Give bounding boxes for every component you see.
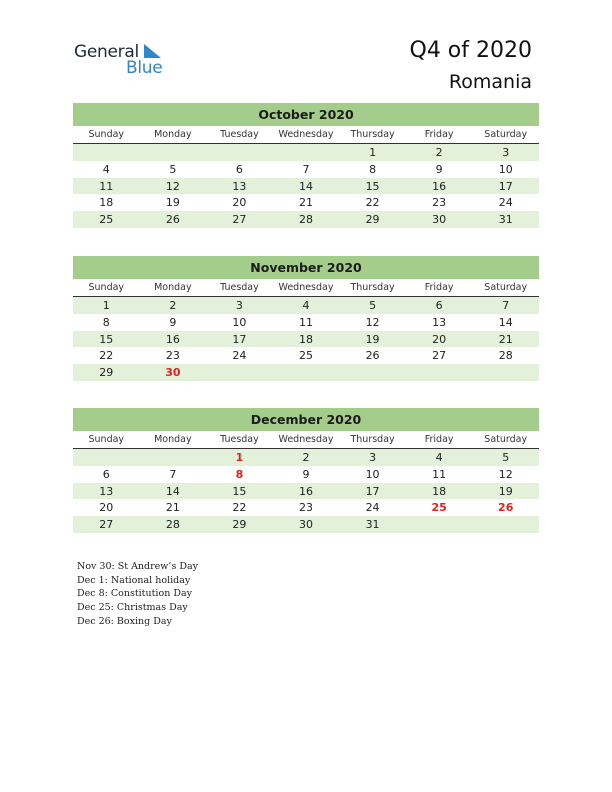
page-title: Q4 of 2020 bbox=[409, 38, 532, 63]
day-name: Tuesday bbox=[220, 434, 259, 445]
date-cell: 28 bbox=[498, 349, 513, 363]
week-row bbox=[73, 178, 539, 195]
date-cell: 6 bbox=[235, 162, 243, 176]
date-cell: 2 bbox=[169, 299, 177, 312]
date-cell: 5 bbox=[369, 299, 377, 312]
day-name-row bbox=[73, 126, 539, 144]
date-cell: 3 bbox=[235, 299, 243, 312]
date-cell: 10 bbox=[498, 162, 513, 176]
date-cell: 26 bbox=[365, 349, 380, 363]
date-cell: 28 bbox=[298, 213, 313, 227]
date-cell: 11 bbox=[432, 467, 447, 481]
day-name: Saturday bbox=[484, 434, 528, 445]
date-cell: 13 bbox=[232, 179, 247, 193]
date-cell: 13 bbox=[99, 484, 114, 498]
logo-general-text: General bbox=[74, 42, 139, 62]
date-cell: 20 bbox=[99, 501, 114, 515]
date-cell: 2 bbox=[435, 146, 443, 159]
date-cell: 3 bbox=[369, 451, 377, 464]
month-title: November 2020 bbox=[73, 256, 539, 279]
date-cell: 16 bbox=[298, 484, 313, 498]
date-cell: 10 bbox=[232, 315, 247, 329]
date-cell: 30 bbox=[298, 518, 313, 532]
date-cell: 12 bbox=[165, 179, 180, 193]
date-cell: 27 bbox=[99, 518, 114, 532]
date-cell: 26 bbox=[165, 213, 180, 227]
date-cell: 15 bbox=[232, 484, 247, 498]
date-cell bbox=[273, 364, 340, 381]
day-name: Thursday bbox=[350, 129, 395, 140]
date-cell: 22 bbox=[99, 349, 114, 363]
date-cell: 14 bbox=[498, 315, 513, 329]
day-name: Sunday bbox=[88, 434, 125, 445]
month-october bbox=[73, 103, 539, 228]
day-name: Wednesday bbox=[278, 434, 334, 445]
week-row bbox=[73, 211, 539, 228]
date-cell: 1 bbox=[369, 146, 377, 159]
date-cell: 28 bbox=[165, 518, 180, 532]
week-row bbox=[73, 449, 539, 466]
week-row bbox=[73, 466, 539, 483]
day-name: Monday bbox=[154, 129, 192, 140]
date-cell bbox=[140, 144, 207, 161]
date-cell: 23 bbox=[298, 501, 313, 515]
holiday-note: Dec 1: National holiday bbox=[77, 574, 191, 586]
date-cell: 7 bbox=[502, 299, 510, 312]
day-name: Saturday bbox=[484, 282, 528, 293]
date-cell: 27 bbox=[432, 349, 447, 363]
day-name: Friday bbox=[424, 282, 454, 293]
date-cell: 19 bbox=[498, 484, 513, 498]
day-name: Sunday bbox=[88, 282, 125, 293]
day-name: Monday bbox=[154, 434, 192, 445]
date-cell: 16 bbox=[165, 332, 180, 346]
day-name: Wednesday bbox=[278, 129, 334, 140]
date-cell: 15 bbox=[99, 332, 114, 346]
date-cell: 30 bbox=[432, 213, 447, 227]
date-cell: 16 bbox=[432, 179, 447, 193]
holiday-note: Dec 26: Boxing Day bbox=[77, 615, 172, 627]
date-cell: 15 bbox=[365, 179, 380, 193]
date-cell bbox=[339, 364, 406, 381]
date-cell: 22 bbox=[232, 501, 247, 515]
date-cell: 25 bbox=[99, 213, 114, 227]
date-cell: 1 bbox=[102, 299, 110, 312]
date-cell: 2 bbox=[302, 451, 310, 464]
day-name: Saturday bbox=[484, 129, 528, 140]
date-cell: 18 bbox=[298, 332, 313, 346]
date-cell bbox=[206, 144, 273, 161]
day-name: Monday bbox=[154, 282, 192, 293]
holiday-date-cell: 8 bbox=[235, 467, 244, 481]
date-cell: 21 bbox=[165, 501, 180, 515]
day-name: Wednesday bbox=[278, 282, 334, 293]
date-cell: 17 bbox=[232, 332, 247, 346]
holiday-date-cell: 1 bbox=[235, 451, 244, 464]
day-name: Thursday bbox=[350, 282, 395, 293]
date-cell bbox=[406, 516, 473, 533]
date-cell: 8 bbox=[369, 162, 377, 176]
date-cell: 29 bbox=[232, 518, 247, 532]
date-cell bbox=[472, 364, 539, 381]
date-cell: 21 bbox=[498, 332, 513, 346]
week-row bbox=[73, 314, 539, 331]
week-row bbox=[73, 364, 539, 381]
date-cell: 24 bbox=[232, 349, 247, 363]
date-cell: 20 bbox=[232, 196, 247, 210]
month-title: December 2020 bbox=[73, 408, 539, 431]
date-cell bbox=[472, 516, 539, 533]
day-name-row bbox=[73, 431, 539, 449]
date-cell bbox=[406, 364, 473, 381]
day-name: Thursday bbox=[350, 434, 395, 445]
date-cell: 6 bbox=[102, 467, 110, 481]
week-row bbox=[73, 194, 539, 211]
week-row bbox=[73, 144, 539, 161]
date-cell: 11 bbox=[99, 179, 114, 193]
holiday-note: Nov 30: St Andrew’s Day bbox=[77, 561, 198, 572]
date-cell bbox=[73, 144, 140, 161]
date-cell: 12 bbox=[498, 467, 513, 481]
date-cell: 9 bbox=[435, 162, 443, 176]
date-cell: 22 bbox=[365, 196, 380, 210]
day-name: Tuesday bbox=[220, 129, 259, 140]
date-cell: 10 bbox=[365, 467, 380, 481]
day-name: Sunday bbox=[88, 129, 125, 140]
date-cell: 12 bbox=[365, 315, 380, 329]
month-title: October 2020 bbox=[73, 103, 539, 126]
date-cell: 19 bbox=[365, 332, 380, 346]
date-cell: 18 bbox=[432, 484, 447, 498]
holiday-note: Dec 8: Constitution Day bbox=[77, 588, 192, 600]
date-cell: 20 bbox=[432, 332, 447, 346]
date-cell: 5 bbox=[169, 162, 177, 176]
country-name: Romania bbox=[448, 71, 532, 93]
date-cell bbox=[73, 449, 140, 466]
date-cell: 4 bbox=[435, 451, 443, 464]
date-cell: 29 bbox=[365, 213, 380, 227]
holiday-date-cell: 26 bbox=[498, 501, 514, 515]
week-row bbox=[73, 499, 539, 516]
date-cell: 13 bbox=[432, 315, 447, 329]
date-cell: 17 bbox=[365, 484, 380, 498]
date-cell: 25 bbox=[298, 349, 313, 363]
date-cell: 5 bbox=[502, 451, 510, 464]
brand-logo bbox=[74, 40, 174, 80]
date-cell: 3 bbox=[502, 146, 510, 159]
date-cell: 27 bbox=[232, 213, 247, 227]
date-cell: 19 bbox=[165, 196, 180, 210]
date-cell: 23 bbox=[432, 196, 447, 210]
holiday-note: Dec 25: Christmas Day bbox=[77, 602, 188, 614]
week-row bbox=[73, 331, 539, 348]
day-name: Friday bbox=[424, 129, 454, 140]
date-cell: 29 bbox=[99, 366, 114, 380]
week-row bbox=[73, 516, 539, 533]
date-cell: 11 bbox=[298, 315, 313, 329]
date-cell: 31 bbox=[365, 518, 380, 532]
date-cell: 9 bbox=[302, 467, 310, 481]
date-cell: 24 bbox=[498, 196, 513, 210]
date-cell: 17 bbox=[498, 179, 513, 193]
month-december bbox=[73, 408, 539, 533]
date-cell bbox=[273, 144, 340, 161]
date-cell: 4 bbox=[102, 162, 110, 176]
day-name-row bbox=[73, 279, 539, 297]
week-row bbox=[73, 347, 539, 364]
holiday-date-cell: 25 bbox=[431, 501, 447, 515]
date-cell: 24 bbox=[365, 501, 380, 515]
day-name: Tuesday bbox=[220, 282, 259, 293]
date-cell: 8 bbox=[102, 315, 110, 329]
date-cell: 31 bbox=[498, 213, 513, 227]
date-cell: 14 bbox=[298, 179, 313, 193]
date-cell: 7 bbox=[169, 467, 177, 481]
date-cell bbox=[206, 364, 273, 381]
logo-blue-text: Blue bbox=[126, 58, 163, 78]
month-november bbox=[73, 256, 539, 381]
date-cell: 7 bbox=[302, 162, 310, 176]
week-row bbox=[73, 161, 539, 178]
date-cell: 14 bbox=[165, 484, 180, 498]
logo-triangle-icon bbox=[144, 44, 162, 60]
date-cell: 21 bbox=[298, 196, 313, 210]
date-cell: 4 bbox=[302, 299, 310, 312]
date-cell: 18 bbox=[99, 196, 114, 210]
week-row bbox=[73, 483, 539, 500]
week-row bbox=[73, 297, 539, 314]
day-name: Friday bbox=[424, 434, 454, 445]
date-cell: 9 bbox=[169, 315, 177, 329]
date-cell: 23 bbox=[165, 349, 180, 363]
holiday-notes bbox=[77, 560, 198, 628]
date-cell: 6 bbox=[435, 299, 443, 312]
date-cell bbox=[140, 449, 207, 466]
holiday-date-cell: 30 bbox=[165, 366, 181, 380]
